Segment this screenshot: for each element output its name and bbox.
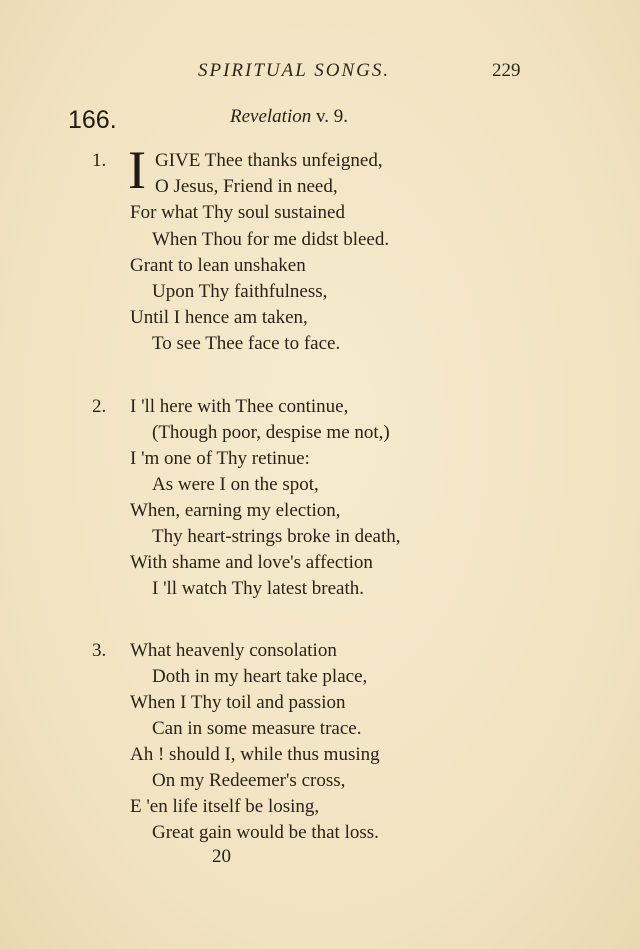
signature-mark: 20 (212, 846, 231, 867)
verse-line: To see Thee face to face. (152, 333, 341, 354)
verse-line: I 'll watch Thy latest breath. (152, 578, 365, 599)
verse-line: I 'll here with Thee continue, (130, 396, 349, 417)
verse-line: I 'm one of Thy retinue: (130, 448, 310, 469)
verse-line: O Jesus, Friend in need, (155, 176, 338, 197)
verse-line: E 'en life itself be losing, (130, 796, 320, 817)
verse-line: Doth in my heart take place, (152, 666, 368, 687)
verse-line: On my Redeemer's cross, (152, 770, 346, 791)
verse-line: (Though poor, despise me not,) (152, 422, 390, 443)
verse-line: For what Thy soul sustained (130, 202, 345, 223)
verse-line: When, earning my election, (130, 500, 341, 521)
verse-line: Thy heart-strings broke in death, (152, 526, 401, 547)
verse-line: As were I on the spot, (152, 474, 319, 495)
stanza-number: 2. (92, 396, 107, 417)
page-number: 229 (492, 60, 521, 81)
stanza-number: 1. (92, 150, 107, 171)
drop-cap: I (128, 140, 146, 200)
verse-line: Great gain would be that loss. (152, 822, 379, 843)
verse-line: GIVE Thee thanks unfeigned, (155, 150, 383, 171)
reference-verse: v. 9. (311, 106, 349, 127)
verse-line: Ah ! should I, while thus musing (130, 744, 380, 765)
verse-line: Can in some measure trace. (152, 718, 362, 739)
stanza-number: 3. (92, 640, 107, 661)
verse-line: With shame and love's affection (130, 552, 373, 573)
scripture-reference (230, 106, 348, 128)
hymn-number: 166. (68, 106, 117, 134)
running-head: SPIRITUAL SONGS. (198, 60, 391, 81)
verse-line: What heavenly consolation (130, 640, 337, 661)
reference-book: Revelation (230, 106, 312, 127)
verse-line: Until I hence am taken, (130, 307, 308, 328)
verse-line: Grant to lean unshaken (130, 255, 306, 276)
verse-line: When Thou for me didst bleed. (152, 229, 390, 250)
verse-line: Upon Thy faithfulness, (152, 281, 328, 302)
verse-line: When I Thy toil and passion (130, 692, 346, 713)
